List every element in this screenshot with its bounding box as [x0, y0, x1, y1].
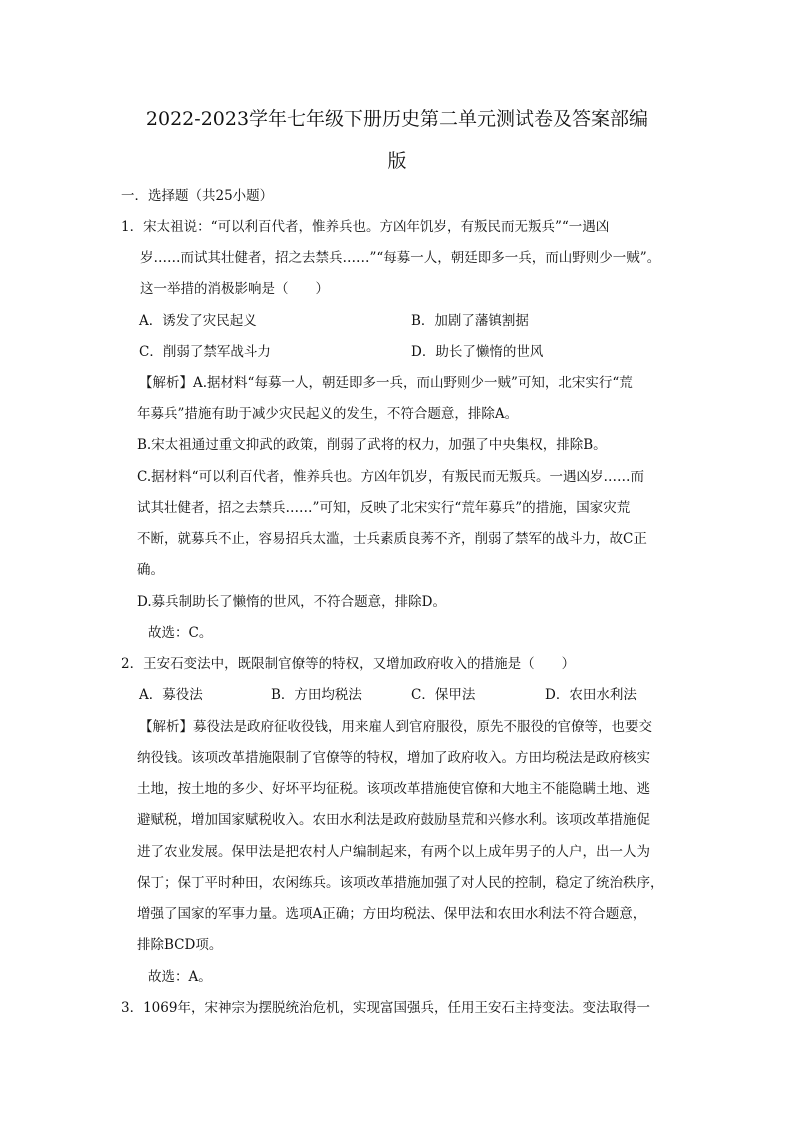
analysis-line: 避赋税，增加国家赋税收入。农田水利法是政府鼓励垦荒和兴修水利。该项改革措施促 — [137, 812, 650, 828]
option-c: C．保甲法 — [411, 687, 476, 703]
analysis-line: 保丁；保丁平时种田，农闲练兵。该项改革措施加强了对人民的控制，稳定了统治秩序， — [137, 875, 664, 891]
question-stem-line: 3．1069年，宋神宗为摆脱统治危机，实现富国强兵，任用王安石主持变法。变法取得一 — [121, 1000, 650, 1016]
analysis-line: 纳役钱。该项改革措施限制了官僚等的特权，增加了政府收入。方田均税法是政府核实 — [137, 750, 650, 766]
page-title-line-2: 版 — [387, 150, 407, 172]
analysis-line: 【解析】A.据材料“每募一人，朝廷即多一兵，而山野则少一贼”可知，北宋实行“荒 — [139, 375, 633, 391]
section-heading: 一．选择题（共25小题） — [121, 188, 274, 204]
analysis-line: 增强了国家的军事力量。选项A正确；方田均税法、保甲法和农田水利法不符合题意， — [137, 906, 647, 922]
question-stem-line: 2．王安石变法中，既限制官僚等的特权，又增加政府收入的措施是（ ） — [121, 656, 576, 672]
option-d: D．农田水利法 — [545, 687, 637, 703]
option-a: A．募役法 — [139, 687, 203, 703]
page-title-line-1: 2022-2023学年七年级下册历史第二单元测试卷及答案部编 — [145, 108, 649, 130]
analysis-line: 年募兵”措施有助于减少灾民起义的发生，不符合题意，排除A。 — [137, 406, 519, 422]
question-stem-line: 岁……而试其壮健者，招之去禁兵……”“每募一人，朝廷即多一兵，而山野则少一贼”。 — [140, 250, 661, 266]
analysis-line: B.宋太祖通过重文抑武的政策，削弱了武将的权力，加强了中央集权，排除B。 — [137, 437, 607, 453]
option-b: B．加剧了藩镇割据 — [411, 313, 529, 329]
option-a: A．诱发了灾民起义 — [139, 313, 257, 329]
analysis-line: D.募兵制助长了懒惰的世风，不符合题意，排除D。 — [137, 594, 446, 610]
analysis-line: 试其壮健者，招之去禁兵……”可知，反映了北宋实行“荒年募兵”的措施，国家灾荒 — [137, 500, 631, 516]
analysis-line: 进了农业发展。保甲法是把农村人户编制起来，有两个以上成年男子的人户，出一人为 — [137, 844, 650, 860]
question-stem-line: 这一举措的消极影响是（ ） — [140, 281, 329, 297]
analysis-line: 土地，按土地的多少、好坏平均征税。该项改革措施使官僚和大地主不能隐瞒土地、逃 — [137, 781, 650, 797]
analysis-line: 确。 — [137, 562, 164, 578]
option-c: C．削弱了禁军战斗力 — [139, 344, 271, 360]
answer-line: 故选：A。 — [148, 969, 212, 985]
option-d: D．助长了懒惰的世风 — [411, 344, 544, 360]
answer-line: 故选：C。 — [148, 625, 213, 641]
analysis-line: C.据材料“可以利百代者，惟养兵也。方凶年饥岁，有叛民而无叛兵。一遇凶岁……而 — [137, 469, 645, 485]
analysis-line: 排除BCD项。 — [137, 937, 223, 953]
analysis-line: 【解析】募役法是政府征收役钱，用来雇人到官府服役，原先不服役的官僚等，也要交 — [139, 719, 652, 735]
question-stem-line: 1．宋太祖说：“可以利百代者，惟养兵也。方凶年饥岁，有叛民而无叛兵”“一遇凶 — [121, 219, 610, 235]
option-b: B．方田均税法 — [271, 687, 362, 703]
analysis-line: 不断，就募兵不止，容易招兵太滥，士兵素质良莠不齐，削弱了禁军的战斗力，故C正 — [137, 531, 647, 547]
